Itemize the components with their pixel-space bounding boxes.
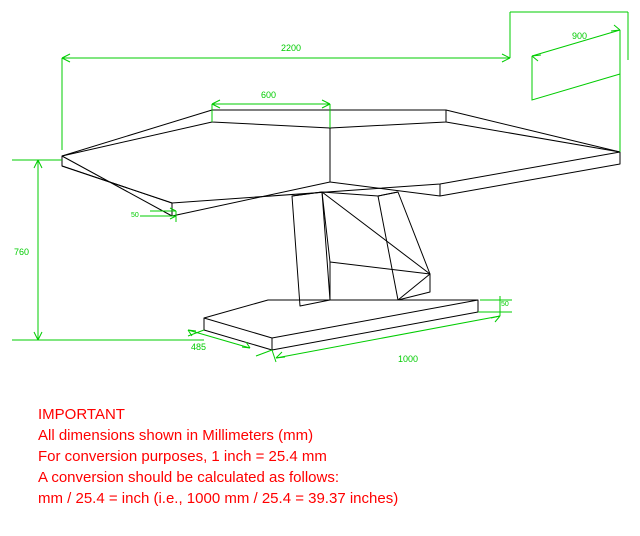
dimension-label-overall-depth: 900 <box>572 31 588 41</box>
arrow-base-length-left <box>276 352 285 358</box>
dimension-label-base-length: 1000 <box>398 354 419 364</box>
leaf-edge-left <box>62 122 212 156</box>
ext-line-depth-left <box>532 56 620 100</box>
notes-line-4: mm / 25.4 = inch (i.e., 1000 mm / 25.4 = 39.37 inches) <box>38 490 399 507</box>
dimension-label-extension-leaf-width: 600 <box>261 90 277 100</box>
pedestal-inner-fold <box>330 262 430 274</box>
top-front-underside <box>62 166 172 203</box>
arrow-depth-low <box>532 55 541 61</box>
dim-line-base-length <box>276 316 500 358</box>
ext-line-base-length-a <box>272 350 276 362</box>
table-top-right-wing <box>330 110 620 196</box>
notes-line-1: All dimensions shown in Millimeters (mm) <box>38 427 314 444</box>
dimension-lines <box>12 12 628 362</box>
arrow-base-length-right <box>491 316 500 322</box>
pedestal-diagonal-web <box>322 192 430 300</box>
arrow-depth-high <box>611 25 620 31</box>
arrow-top-thickness <box>170 208 176 219</box>
top-front-underside-right <box>172 152 620 203</box>
base-plate-top-face <box>204 300 478 338</box>
dimension-label-base-depth: 485 <box>191 342 207 352</box>
leaf-edge-right <box>446 122 620 152</box>
ext-line-base-depth-b <box>256 350 272 356</box>
dimension-label-overall-length: 2200 <box>281 43 302 53</box>
dimension-label-base-plate-thickness: 50 <box>501 301 509 308</box>
important-notes <box>38 404 618 509</box>
pedestal-top-right-edge <box>378 192 398 196</box>
notes-line-2: For conversion purposes, 1 inch = 25.4 mm <box>38 448 327 465</box>
leaf-seam-left <box>212 110 330 128</box>
notes-title: IMPORTANT <box>38 406 125 423</box>
pedestal-top-edge <box>322 192 378 196</box>
dimension-label-overall-height: 760 <box>14 247 30 257</box>
dimension-label-top-thickness: 50 <box>131 212 139 219</box>
table-geometry <box>62 110 620 350</box>
leaf-seam-right <box>330 110 446 128</box>
pedestal-right-post <box>378 192 430 300</box>
notes-line-3: A conversion should be calculated as follows: <box>38 469 340 486</box>
